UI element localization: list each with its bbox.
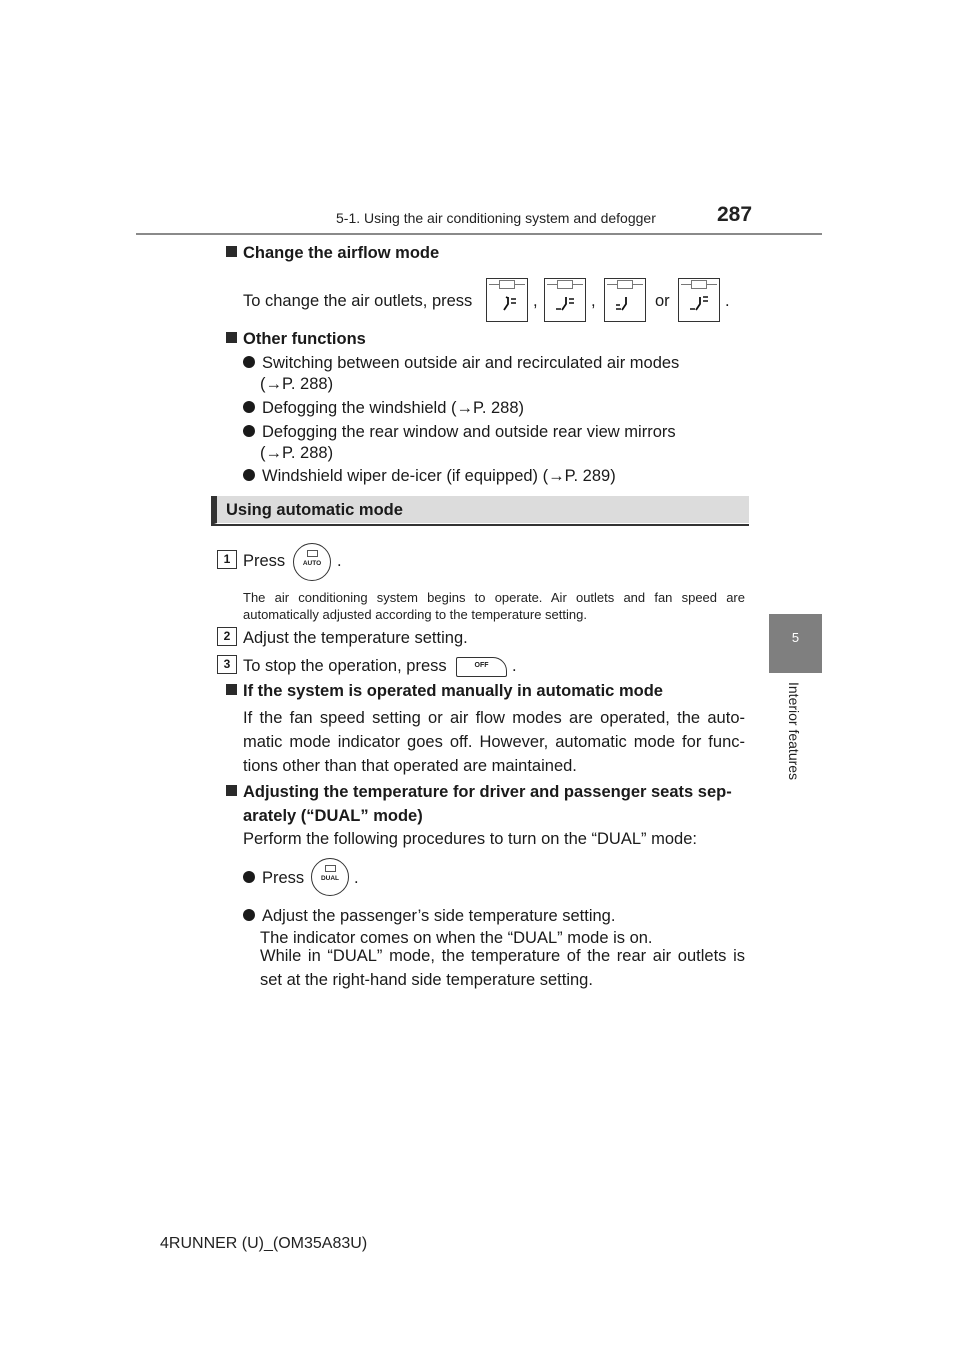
bullet-icon	[243, 425, 255, 437]
step1-text: Press	[243, 552, 286, 570]
manual-heading: If the system is operated manually in automatic mode	[226, 682, 663, 701]
feet-windshield-vent-button[interactable]	[678, 278, 720, 322]
feet-vent-icon	[614, 295, 636, 313]
step2-text: Adjust the temperature setting.	[243, 629, 468, 647]
other-item-2: Defogging the windshield (→P. 288)	[243, 399, 524, 418]
auto-button[interactable]: AUTO	[293, 543, 331, 581]
step-number: 2	[217, 627, 237, 646]
airflow-heading: Change the airflow mode	[226, 244, 439, 263]
square-bullet-icon	[226, 246, 237, 257]
period: .	[354, 869, 359, 887]
document-footer: 4RUNNER (U)_(OM35A83U)	[160, 1235, 368, 1252]
dual-bullet-2: Adjust the passenger’s side temperature setting. The indicator comes on when the “DUAL” mode is on.	[243, 905, 745, 949]
face-vent-icon	[496, 295, 518, 313]
dual-button[interactable]: DUAL	[311, 858, 349, 896]
chapter-label: Interior features	[786, 682, 802, 781]
bullet-icon	[243, 401, 255, 413]
off-button[interactable]: OFF	[456, 657, 507, 677]
dual-heading: Adjusting the temperature for driver and passenger seats sep- arately (“DUAL” mode)	[226, 780, 748, 828]
bi-level-vent-icon	[554, 295, 576, 313]
header-divider	[136, 233, 822, 235]
feet-vent-button[interactable]	[604, 278, 646, 322]
square-bullet-icon	[226, 684, 237, 695]
dual-bullet-1: Press	[243, 869, 304, 888]
square-bullet-icon	[226, 785, 237, 796]
step-number: 1	[217, 550, 237, 569]
separator: ,	[591, 292, 596, 310]
bullet-icon	[243, 909, 255, 921]
step1-note: The air conditioning system begins to operate. Air outlets and fan speed are automatically adjusted according to the temperature setting.	[243, 590, 745, 622]
bullet-icon	[243, 469, 255, 481]
dual-intro: Perform the following procedures to turn on the “DUAL” mode:	[243, 830, 697, 848]
period: .	[512, 657, 517, 675]
period: .	[337, 552, 342, 570]
bullet-icon	[243, 871, 255, 883]
other-item-4: Windshield wiper de-icer (if equipped) (→P. 289)	[243, 467, 616, 486]
section-underline	[211, 524, 749, 526]
bi-level-vent-button[interactable]	[544, 278, 586, 322]
other-item-3: Defogging the rear window and outside rear view mirrors (→P. 288)	[243, 422, 676, 464]
other-item-1: Switching between outside air and recirculated air modes (→P. 288)	[243, 353, 679, 395]
face-vent-button[interactable]	[486, 278, 528, 322]
step3-text: To stop the operation, press	[243, 657, 447, 675]
airflow-text: To change the air outlets, press	[243, 292, 473, 310]
page-number: 287	[717, 203, 753, 226]
section-header: Using automatic mode	[211, 496, 749, 525]
or-text: or	[655, 292, 670, 310]
manual-body: If the fan speed setting or air flow modes are operated, the auto-matic mode indicator goes off. However, automatic mode for func-tions other than that operated are maintained.	[243, 709, 745, 775]
separator: ,	[533, 292, 538, 310]
step-number: 3	[217, 655, 237, 674]
period: .	[725, 292, 730, 310]
other-functions-heading: Other functions	[226, 330, 366, 349]
square-bullet-icon	[226, 332, 237, 343]
section-title: 5-1. Using the air conditioning system and defogger	[336, 210, 656, 226]
feet-windshield-vent-icon	[688, 295, 710, 313]
chapter-number: 5	[791, 630, 800, 645]
bullet-icon	[243, 356, 255, 368]
dual-bullet-2-body: While in “DUAL” mode, the temperature of the rear air outlets is set at the right-hand side temperature setting.	[260, 947, 745, 989]
